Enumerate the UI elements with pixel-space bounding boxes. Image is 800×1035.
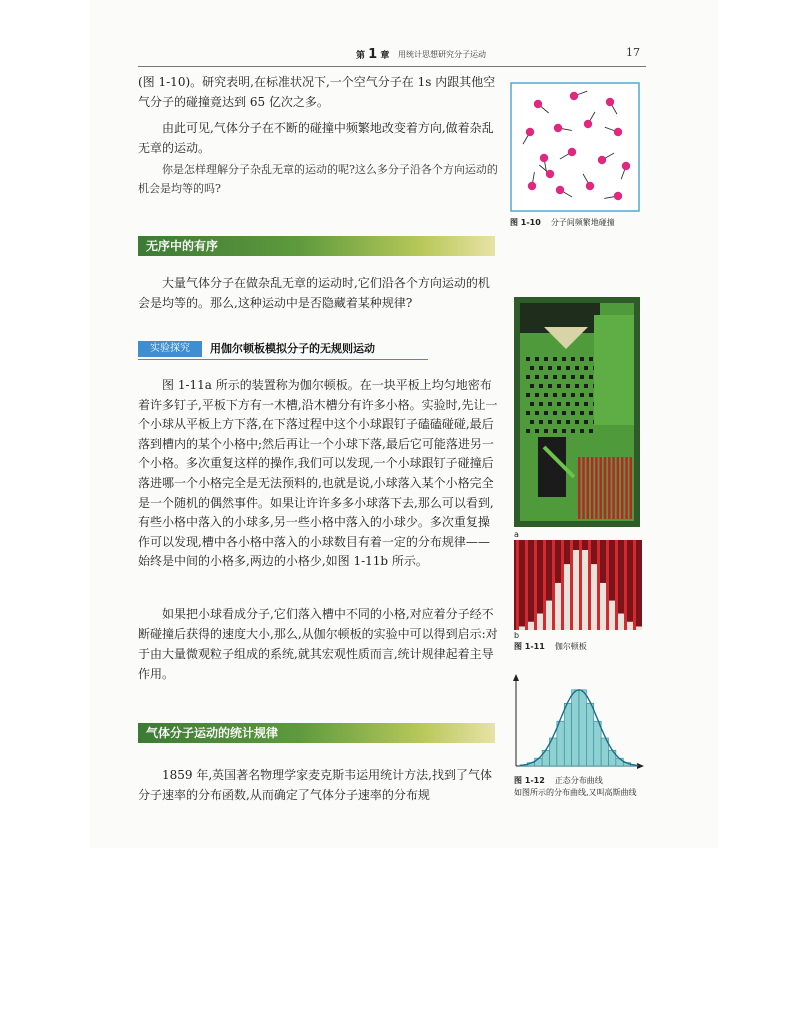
figure-1-10-caption: [510, 217, 615, 229]
peg: [562, 375, 566, 379]
molecule: [584, 120, 592, 128]
peg: [553, 357, 557, 361]
normal-distribution-chart: [508, 672, 646, 772]
molecule: [598, 156, 606, 164]
molecule: [546, 170, 554, 178]
slot-wall: [606, 540, 609, 630]
histogram-bar: [557, 721, 564, 766]
ball-stack: [537, 614, 543, 630]
slot-divider: [591, 457, 593, 519]
page-number: 17: [626, 46, 640, 59]
peg: [553, 375, 557, 379]
figure-1-11b-label: b: [514, 631, 520, 640]
slot-divider: [600, 457, 602, 519]
peg: [535, 357, 539, 361]
peg: [553, 393, 557, 397]
slot-wall: [525, 540, 528, 630]
histogram-bar: [579, 690, 586, 766]
experiment-title: 用伽尔顿板模拟分子的无规则运动: [210, 342, 375, 355]
peg: [566, 420, 570, 424]
peg: [526, 375, 530, 379]
peg: [535, 375, 539, 379]
peg: [526, 411, 530, 415]
figure-1-12-label: 图 1-12: [514, 776, 545, 785]
paragraph-4: 大量气体分子在做杂乱无章的运动时,它们沿各个方向运动的机会是均等的。那么,这种运动中是否隐藏着某种规律?: [138, 276, 490, 310]
peg: [589, 411, 593, 415]
molecule: [570, 92, 578, 100]
molecule: [614, 128, 622, 136]
ball-stack: [528, 622, 534, 630]
figure-1-10-text: 分子间频繁地碰撞: [550, 218, 615, 227]
peg: [571, 429, 575, 433]
peg: [539, 420, 543, 424]
slot-divider: [604, 457, 606, 519]
slot-wall: [543, 540, 546, 630]
peg: [548, 420, 552, 424]
ball-stack: [636, 626, 642, 630]
y-axis-arrow: [513, 674, 519, 681]
peg: [575, 402, 579, 406]
peg: [526, 393, 530, 397]
right-panel: [594, 315, 634, 425]
peg: [571, 393, 575, 397]
slot-wall: [624, 540, 627, 630]
figure-1-12-note: 如图所示的分布曲线,又叫高斯曲线: [514, 788, 637, 797]
ball-stack: [555, 583, 561, 630]
molecule: [534, 100, 542, 108]
peg: [580, 411, 584, 415]
ball-stack: [609, 601, 615, 630]
peg: [589, 393, 593, 397]
slot-divider: [582, 457, 584, 519]
figure-1-11-text: 伽尔顿板: [554, 642, 587, 651]
peg: [544, 375, 548, 379]
peg: [562, 429, 566, 433]
peg: [530, 420, 534, 424]
histogram-bar: [586, 703, 593, 766]
section-heading-order: 无序中的有序: [138, 236, 495, 256]
slot-wall: [588, 540, 591, 630]
header-rule: [138, 66, 646, 67]
molecule: [556, 186, 564, 194]
slot-divider: [617, 457, 619, 519]
slot-wall: [552, 540, 555, 630]
peg: [535, 393, 539, 397]
figure-1-11a-label: a: [514, 530, 519, 539]
histogram-bar: [594, 721, 601, 766]
molecule: [622, 162, 630, 170]
figure-1-11-label: 图 1-11: [514, 642, 545, 651]
peg: [589, 429, 593, 433]
ball-stack: [564, 564, 570, 630]
peg: [539, 384, 543, 388]
figure-1-10-label: 图 1-10: [510, 218, 541, 227]
figure-frame: [511, 83, 639, 211]
peg: [544, 357, 548, 361]
ball-stack: [573, 550, 579, 630]
peg: [557, 402, 561, 406]
peg: [589, 357, 593, 361]
peg: [589, 375, 593, 379]
slot-wall: [633, 540, 636, 630]
molecule: [606, 98, 614, 106]
peg: [526, 429, 530, 433]
slot-wall: [534, 540, 537, 630]
peg: [584, 420, 588, 424]
peg: [562, 411, 566, 415]
slot-divider: [608, 457, 610, 519]
peg: [553, 411, 557, 415]
slot-divider: [625, 457, 627, 519]
peg: [535, 411, 539, 415]
peg: [580, 357, 584, 361]
paragraph-7: 1859 年,英国著名物理学家麦克斯韦运用统计方法,找到了气体分子速率的分布函数,从而确定了气体分子速率的分布规: [138, 768, 492, 802]
paragraph-5: 图 1-11a 所示的装置称为伽尔顿板。在一块平板上均匀地密布着许多钉子,平板下方有一木槽,沿木槽分有许多小格。实验时,先让一个小球从平板上方下落,在下落过程中这个小球跟钉子磕磕碰碰,最后落到槽内的某个小格中;然后再让一个小球下落,最后它可能落进另一个小格。多次重复这样的操作,我们可以发现,一个小球跟钉子碰撞后落进哪一个小格完全是无法预料的,也就是说,小球落入某个小格完全是一个随机的偶然事件。如果让许许多多小球落下去,那么可以看到,有些小格中落入的小球多,另一些小格中落入的小球少。多次重复操作可以发现,槽中各小格中落入的小球数目有着一定的分布规律——始终是中间的小格多,两边的小格少,如图 1-11b 所示。: [138, 378, 498, 569]
galton-slots-photo: [514, 540, 642, 630]
molecule: [568, 148, 576, 156]
peg: [557, 366, 561, 370]
peg: [584, 402, 588, 406]
peg: [571, 375, 575, 379]
experiment-rule: [138, 359, 428, 360]
ball-stack: [627, 622, 633, 630]
question-paragraph: 你是怎样理解分子杂乱无章的运动的呢?这么多分子沿各个方向运动的机会是均等的吗?: [138, 163, 498, 195]
slot-divider: [630, 457, 632, 519]
slot-wall: [597, 540, 600, 630]
slot-wall: [561, 540, 564, 630]
peg: [557, 384, 561, 388]
molecule: [540, 154, 548, 162]
peg: [571, 411, 575, 415]
ball-stack: [591, 564, 597, 630]
paragraph-6: 如果把小球看成分子,它们落入槽中不同的小格,对应着分子经不断碰撞后获得的速度大小,那么,从伽尔顿板的实验中可以得到启示:对于由大量微观粒子组成的系统,就其宏观性质而言,统计规律起着主导作用。: [138, 607, 498, 681]
slot-divider: [595, 457, 597, 519]
slot-wall: [615, 540, 618, 630]
peg: [530, 366, 534, 370]
section-heading-statistics: 气体分子运动的统计规律: [138, 723, 495, 743]
ball-stack: [546, 601, 552, 630]
peg: [580, 375, 584, 379]
histogram-bars: [520, 690, 638, 766]
peg: [575, 366, 579, 370]
peg: [562, 357, 566, 361]
histogram-bar: [564, 703, 571, 766]
peg: [539, 402, 543, 406]
peg: [575, 420, 579, 424]
slot-wall: [570, 540, 573, 630]
ball-stack: [618, 614, 624, 630]
ball-stack: [600, 583, 606, 630]
peg: [580, 429, 584, 433]
paragraph-1: (图 1-10)。研究表明,在标准状况下,一个空气分子在 1s 内跟其他空气分子的碰撞竟达到 65 亿次之多。: [138, 75, 496, 109]
peg: [571, 357, 575, 361]
ball-stack: [519, 626, 525, 630]
peg: [544, 393, 548, 397]
peg: [526, 357, 530, 361]
peg: [584, 384, 588, 388]
peg: [584, 366, 588, 370]
molecule: [586, 182, 594, 190]
peg: [544, 429, 548, 433]
slot-wall: [579, 540, 582, 630]
peg: [575, 384, 579, 388]
figure-1-12-caption: [514, 775, 649, 799]
peg: [530, 402, 534, 406]
ball-stack: [582, 550, 588, 630]
molecule-collision-figure: [510, 82, 640, 212]
peg: [562, 393, 566, 397]
peg: [544, 411, 548, 415]
galton-board-photo: [514, 297, 640, 527]
molecule: [554, 124, 562, 132]
peg: [580, 393, 584, 397]
peg: [535, 429, 539, 433]
figure-1-12-text: 正态分布曲线: [554, 776, 603, 785]
peg: [553, 429, 557, 433]
peg: [539, 366, 543, 370]
peg: [566, 384, 570, 388]
peg: [548, 402, 552, 406]
slot-divider: [621, 457, 623, 519]
peg: [530, 384, 534, 388]
molecule: [528, 182, 536, 190]
slot-wall: [516, 540, 519, 630]
chapter-topic: 用统计思想研究分子运动: [398, 50, 486, 59]
peg: [566, 366, 570, 370]
molecule: [526, 128, 534, 136]
slot-divider: [578, 457, 580, 519]
figure-1-11-caption: [514, 641, 587, 653]
slot-divider: [587, 457, 589, 519]
chapter-label: 第 1 章: [356, 47, 390, 62]
histogram-bar: [572, 690, 579, 766]
experiment-tag: 实验探究: [138, 341, 202, 357]
paragraph-2: 由此可见,气体分子在不断的碰撞中频繁地改变着方向,做着杂乱无章的运动。: [138, 121, 494, 155]
slot-divider: [612, 457, 614, 519]
peg: [548, 384, 552, 388]
peg: [557, 420, 561, 424]
molecule: [614, 192, 622, 200]
peg: [548, 366, 552, 370]
peg: [566, 402, 570, 406]
